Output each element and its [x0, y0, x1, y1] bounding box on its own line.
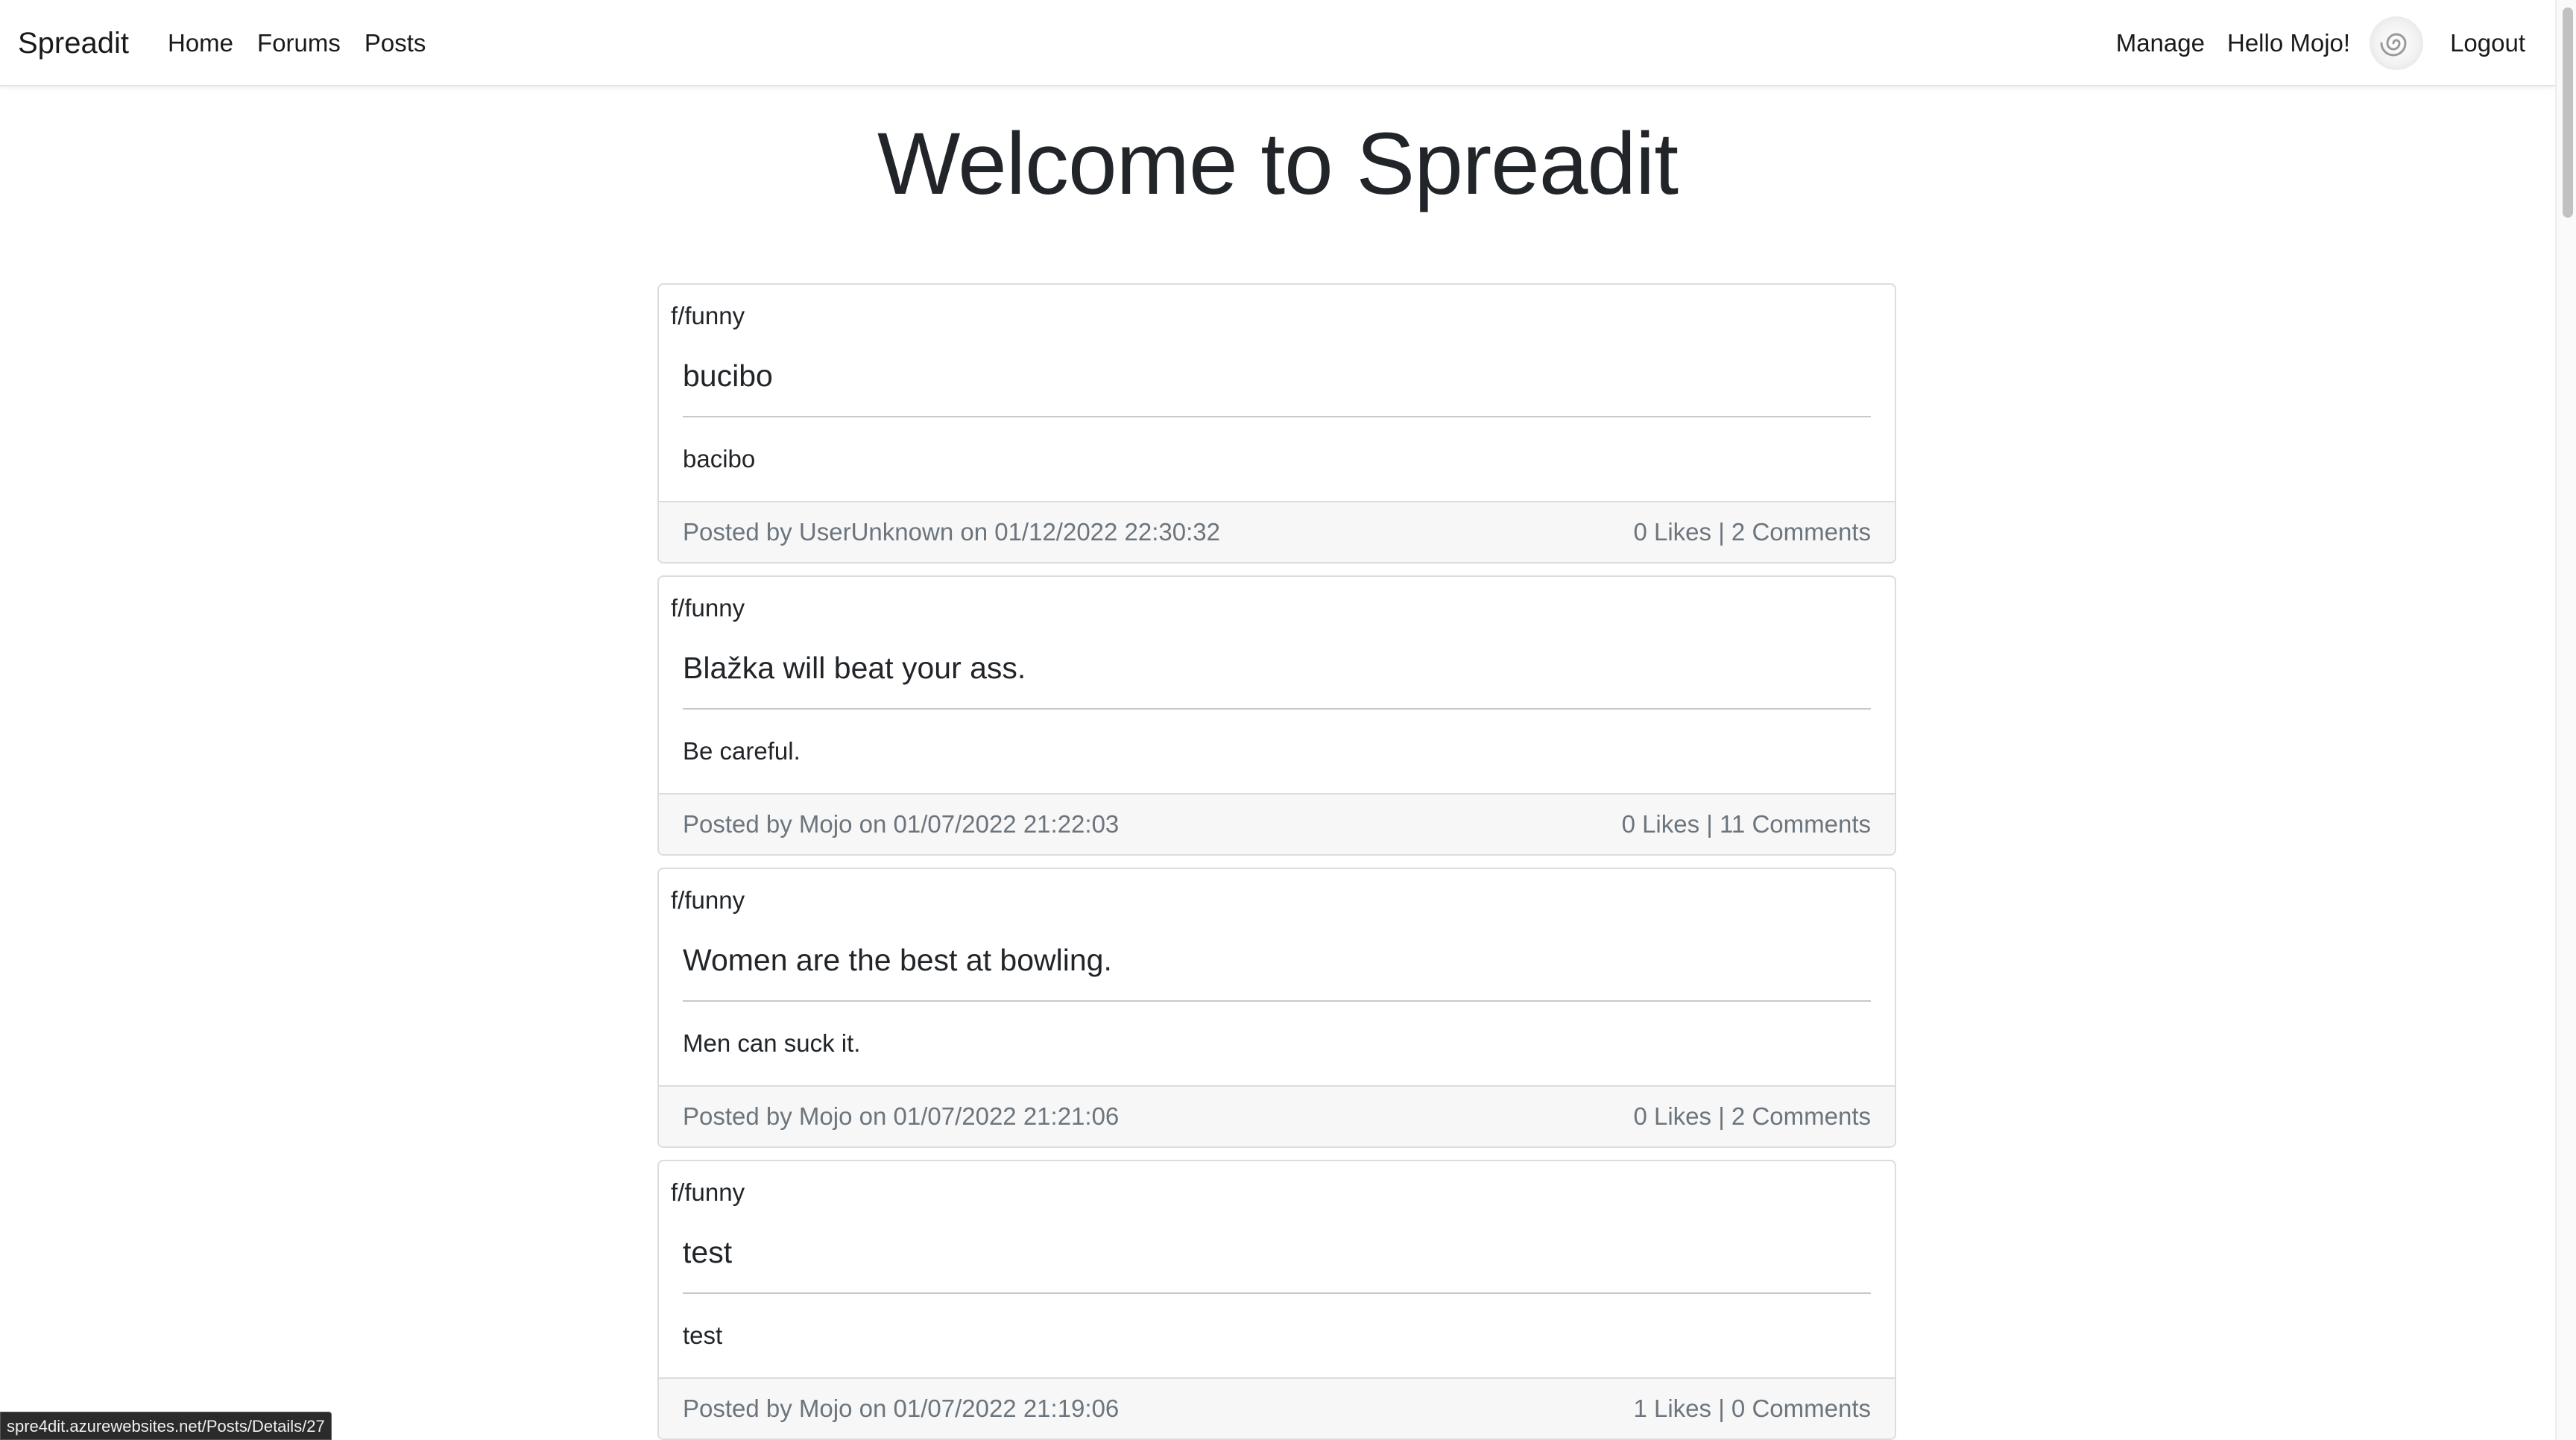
nav-home-link[interactable]: Home: [168, 29, 234, 57]
nav-links: [168, 25, 449, 61]
manage-link[interactable]: Manage: [2115, 29, 2205, 57]
post-forum-link[interactable]: f/funny: [671, 302, 745, 329]
page-scrollbar[interactable]: [2555, 0, 2576, 1440]
post-body: bacibo: [683, 445, 756, 473]
user-greeting[interactable]: Hello Mojo!: [2226, 29, 2351, 57]
post-meta: Posted by Mojo on 01/07/2022 21:19:06: [683, 1395, 1120, 1422]
post-body: Be careful.: [683, 737, 801, 765]
post-footer: [659, 1377, 1895, 1439]
top-navbar: [0, 0, 2555, 86]
post-meta: Posted by Mojo on 01/07/2022 21:22:03: [683, 810, 1120, 838]
link-preview-status: spre4dit.azurewebsites.net/Posts/Details/27: [0, 1412, 332, 1440]
post-forum-link[interactable]: f/funny: [671, 594, 745, 622]
post-body: Men can suck it.: [683, 1029, 861, 1057]
post-title[interactable]: Blažka will beat your ass.: [683, 651, 1026, 685]
avatar[interactable]: [2370, 16, 2423, 70]
post-divider: [683, 1292, 1871, 1294]
post-title[interactable]: Women are the best at bowling.: [683, 943, 1112, 977]
post-card[interactable]: [657, 283, 1896, 563]
nav-user-area: [2116, 13, 2525, 73]
post-divider: [683, 1000, 1871, 1002]
brand-link[interactable]: Spreadit: [18, 27, 129, 60]
post-stats: 0 Likes | 2 Comments: [1633, 1102, 1871, 1130]
post-footer: [659, 501, 1895, 562]
page-title: Welcome to Spreadit: [877, 115, 1679, 213]
post-footer: [659, 1085, 1895, 1146]
nav-forums-link[interactable]: Forums: [257, 29, 341, 57]
post-card[interactable]: [657, 1160, 1896, 1440]
post-meta: Posted by UserUnknown on 01/12/2022 22:30:32: [683, 518, 1221, 546]
scrollbar-thumb[interactable]: [2563, 7, 2573, 218]
post-stats: 1 Likes | 0 Comments: [1633, 1395, 1871, 1422]
post-meta: Posted by Mojo on 01/07/2022 21:21:06: [683, 1102, 1120, 1130]
post-footer: [659, 793, 1895, 854]
avatar-swirl-icon: [2375, 22, 2417, 64]
post-divider: [683, 416, 1871, 417]
post-card[interactable]: [657, 575, 1896, 856]
post-title[interactable]: test: [683, 1235, 733, 1269]
post-title[interactable]: bucibo: [683, 359, 773, 393]
post-forum-link[interactable]: f/funny: [671, 1178, 745, 1206]
nav-posts-link[interactable]: Posts: [364, 29, 426, 57]
post-forum-link[interactable]: f/funny: [671, 886, 745, 914]
post-divider: [683, 708, 1871, 710]
logout-link[interactable]: Logout: [2450, 29, 2525, 57]
post-stats: 0 Likes | 11 Comments: [1621, 810, 1871, 838]
post-feed: [657, 283, 1896, 1440]
post-stats: 0 Likes | 2 Comments: [1633, 518, 1871, 546]
post-card[interactable]: [657, 868, 1896, 1148]
post-body: test: [683, 1321, 723, 1349]
